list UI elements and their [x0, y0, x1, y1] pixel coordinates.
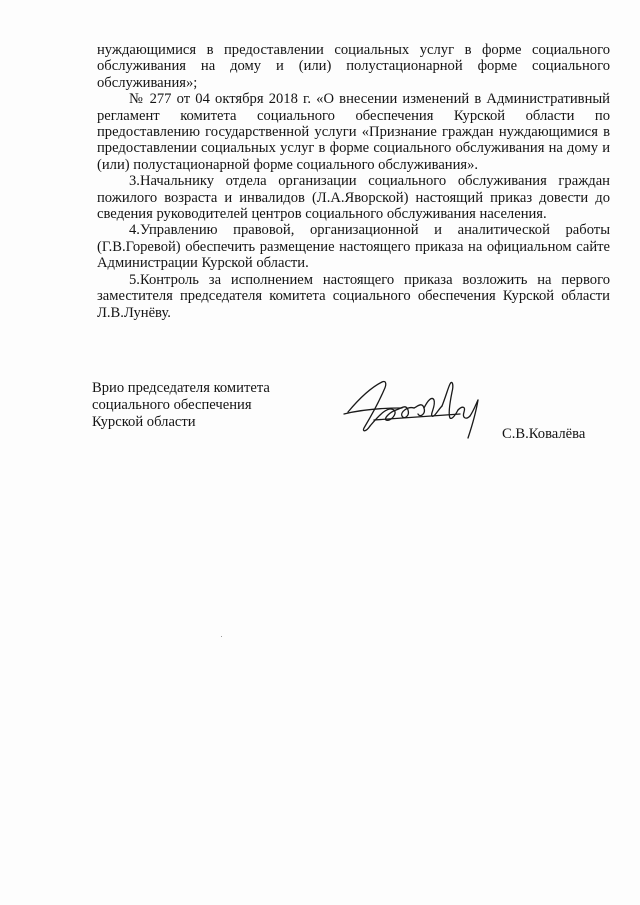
paragraph-item-3: 3.Начальнику отдела организации социального обслуживания граждан пожилого возраста и инвалидов (Л.А.Яворской) настоящий приказ довести до сведения руководителей центров социального обслуживания населения.	[97, 173, 610, 223]
paragraph-continuation: нуждающимися в предоставлении социальных услуг в форме социального обслуживания на дому и (или) полустационарной форме социального обслуживания»;	[97, 42, 610, 91]
paragraph-order-277: № 277 от 04 октября 2018 г. «О внесении изменений в Административный регламент комитета социального обеспечения Курской области по предоставлению государственной услуги «Признание граждан нуждающимися в предоставлении социальных услуг в форме социального обслуживания на дому и (или) полустационарной форме социального обслуживания».	[97, 91, 610, 173]
paragraph-item-4: 4.Управлению правовой, организационной и аналитической работы (Г.В.Горевой) обеспечить размещение настоящего приказа на официальном сайте Администрации Курской области.	[97, 222, 610, 272]
paragraph-item-5: 5.Контроль за исполнением настоящего приказа возложить на первого заместителя председателя комитета социального обеспечения Курской области Л.В.Лунёву.	[97, 271, 610, 321]
signatory-position-line: Курской области	[92, 414, 196, 430]
signatory-position-line: социального обеспечения	[92, 397, 252, 413]
scan-speck	[221, 636, 222, 637]
signatory-position-line: Врио председателя комитета	[92, 380, 270, 396]
document-body	[97, 42, 610, 321]
signer-name: С.В.Ковалёва	[502, 426, 586, 442]
handwritten-signature	[340, 370, 500, 450]
signatory-position	[92, 380, 270, 431]
